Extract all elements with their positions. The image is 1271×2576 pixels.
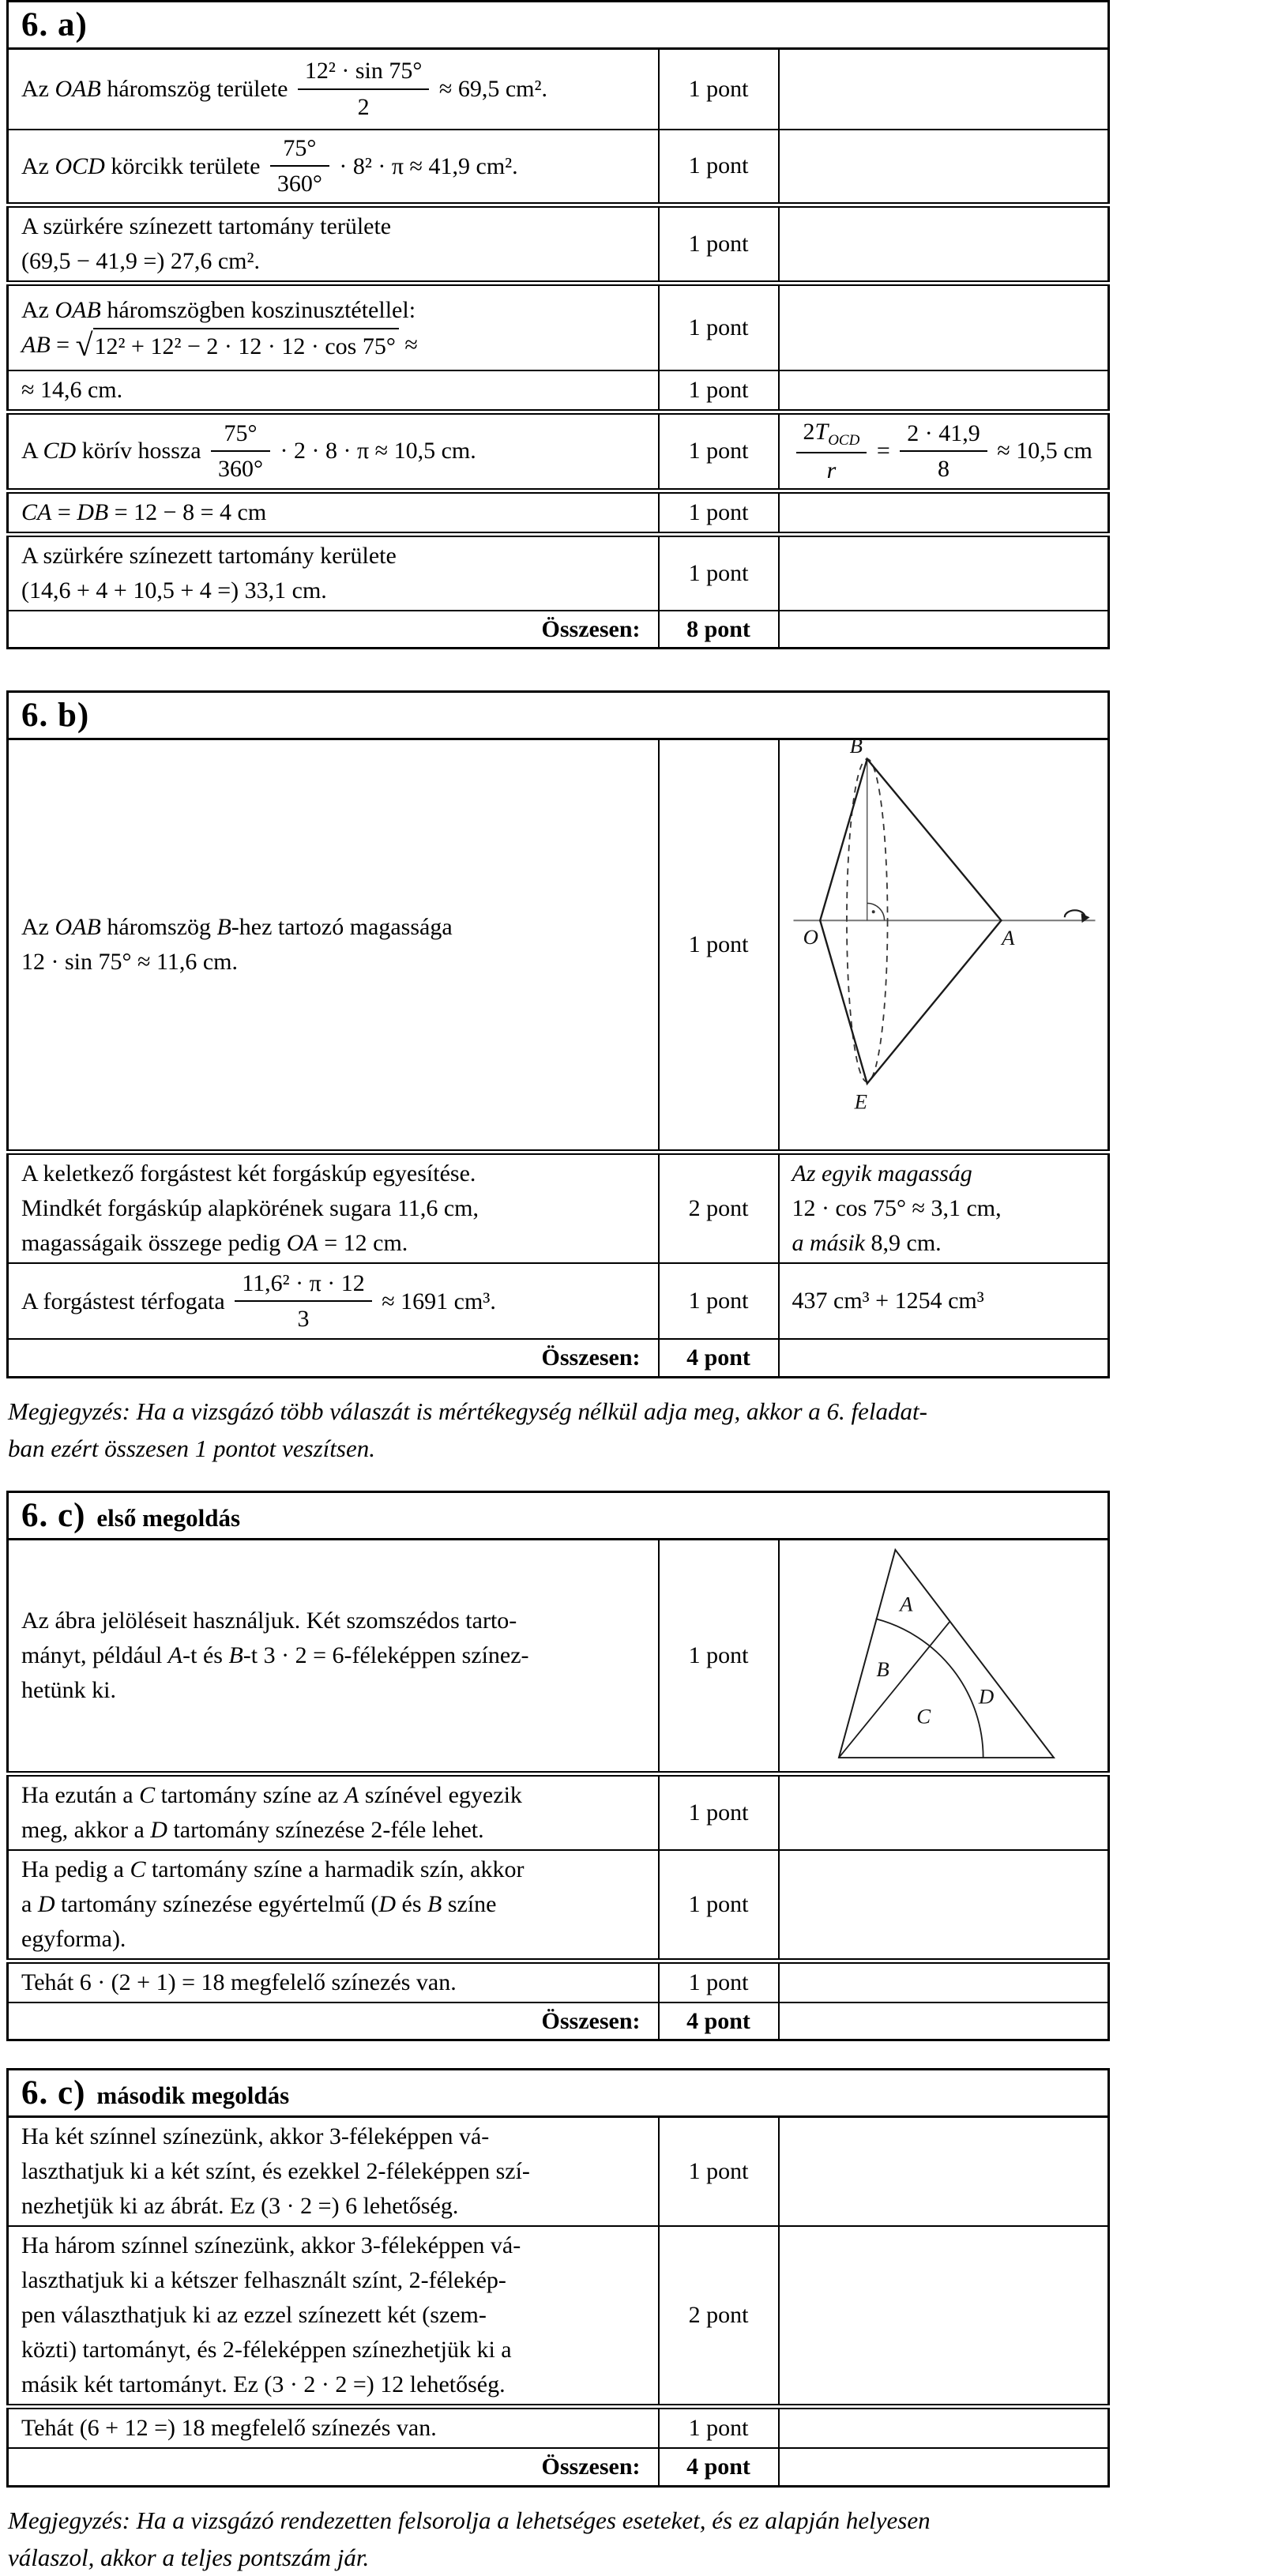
fraction-numerator: 2 · 41,9 — [900, 418, 987, 453]
fraction-numerator: 75° — [211, 418, 270, 453]
section-title-6c2 — [8, 2070, 1109, 2117]
total-points: 4 pont — [659, 2003, 779, 2040]
point-label-o: O — [803, 925, 819, 950]
fraction-numerator: 11,6² · π · 12 — [235, 1268, 372, 1303]
table-row — [8, 1773, 1109, 1850]
section-title-6b — [8, 692, 1109, 739]
description-cell — [8, 130, 659, 205]
description-cell — [8, 1263, 659, 1339]
text-line: hetünk ki. — [21, 1676, 116, 1703]
text-line: 12 · sin 75° ≈ 11,6 cm. — [21, 949, 238, 976]
table-row — [8, 412, 1109, 491]
fraction — [298, 55, 430, 122]
table-row — [8, 370, 1109, 412]
formula-text: = — [871, 438, 897, 464]
table-row — [8, 2226, 1109, 2407]
remark-6b — [8, 1393, 1109, 1467]
text-line: Ha három színnel színezünk, akkor 3-féleképpen vá- — [21, 2232, 521, 2259]
remark-line: válaszol, akkor a teljes pontszám jár. — [8, 2543, 370, 2571]
right-angle-dot — [872, 911, 875, 914]
description-cell — [8, 739, 659, 1153]
table-row — [8, 1961, 1109, 2003]
note-cell-empty — [779, 2003, 1109, 2040]
total-label: Összesen: — [8, 2448, 659, 2486]
note-cell-empty — [779, 1850, 1109, 1961]
text-line: meg, akkor a D tartomány színezése 2-féle lehet. — [21, 1816, 484, 1843]
description-cell — [8, 1961, 659, 2003]
description-cell — [8, 205, 659, 284]
alt-solution-formula — [792, 416, 1092, 487]
note-cell-empty — [779, 611, 1109, 649]
table-row — [8, 534, 1109, 611]
total-row — [8, 611, 1109, 649]
description-cell — [8, 1153, 659, 1264]
square-root — [76, 328, 399, 362]
text-line: (69,5 − 41,9 =) 27,6 cm². — [21, 248, 260, 274]
text-line: laszthatjuk ki a két színt, és ezekkel 2-féleképpen szí- — [21, 2158, 530, 2185]
text-line: A szürkére színezett tartomány területe — [21, 213, 392, 239]
remark-6c — [8, 2502, 1109, 2576]
description-cell — [8, 49, 659, 130]
note-cell-empty — [779, 2448, 1109, 2486]
points-cell: 1 pont — [659, 1773, 779, 1850]
total-points: 4 pont — [659, 2448, 779, 2486]
formula-text: ≈ 1691 cm³. — [375, 1288, 496, 1314]
formula-text: ≈ 10,5 cm — [991, 438, 1092, 464]
note-line: 12 · cos 75° ≈ 3,1 cm, — [792, 1195, 1002, 1222]
radical-sign: √ — [75, 327, 93, 363]
text-line: közti) tartományt, és 2-féleképpen színezhetjük ki a — [21, 2337, 512, 2364]
total-row — [8, 1339, 1109, 1377]
section-subtitle-text: első megoldás — [96, 1503, 241, 1532]
points-cell: 1 pont — [659, 370, 779, 412]
formula-text: A forgástest térfogata — [21, 1288, 231, 1314]
fraction — [900, 418, 987, 485]
total-points: 4 pont — [659, 1339, 779, 1377]
text-line: nezhetjük ki az ábrát. Ez (3 · 2 =) 6 lehetőség. — [21, 2193, 459, 2220]
table-6c-second — [6, 2068, 1110, 2488]
note-cell-empty — [779, 2407, 1109, 2449]
text-line: Az OAB háromszögben koszinusztétellel: — [21, 296, 416, 323]
total-row — [8, 2003, 1109, 2040]
description-cell — [8, 491, 659, 534]
fraction-denominator: 360° — [218, 456, 264, 483]
text-line: a D tartomány színezése egyértelmű (D és B színe — [21, 1890, 497, 1917]
points-cell: 1 pont — [659, 205, 779, 284]
text-line: A keletkező forgástest két forgáskúp egyesítése. — [21, 1160, 476, 1187]
note-cell-empty — [779, 1339, 1109, 1377]
note-line: Az egyik magasság — [792, 1160, 972, 1187]
text-line: pen választhatjuk ki az ezzel színezett két (szem- — [21, 2302, 487, 2329]
total-points: 8 pont — [659, 611, 779, 649]
total-label: Összesen: — [8, 2003, 659, 2040]
table-row — [8, 739, 1109, 1153]
text-line: Az OAB háromszög B-hez tartozó magassága — [21, 914, 453, 941]
note-cell — [779, 1153, 1109, 1264]
description-cell — [8, 1773, 659, 1850]
points-cell: 1 pont — [659, 2117, 779, 2227]
points-cell: 1 pont — [659, 412, 779, 491]
note-cell-empty — [779, 1961, 1109, 2003]
note-cell-empty — [779, 534, 1109, 611]
table-row — [8, 1263, 1109, 1339]
note-cell-empty — [779, 2117, 1109, 2227]
formula-text: AB = — [21, 331, 76, 358]
fraction-denominator: r — [826, 457, 837, 484]
fraction-numerator: $2T_{OCD}$ — [796, 416, 867, 454]
points-cell: 1 pont — [659, 130, 779, 205]
triangle-outline — [839, 1550, 1054, 1758]
radicand: 12² + 12² − 2 · 12 · 12 · cos 75° — [93, 328, 399, 362]
text-line: egyforma). — [21, 1925, 126, 1952]
table-row — [8, 130, 1109, 205]
fraction — [211, 418, 270, 485]
points-cell: 1 pont — [659, 2407, 779, 2449]
formula — [21, 1268, 496, 1335]
total-row — [8, 2448, 1109, 2486]
cevian-line — [839, 1622, 949, 1758]
note-cell-empty — [779, 491, 1109, 534]
fraction-denominator: 360° — [276, 171, 322, 197]
note-cell-empty — [779, 2226, 1109, 2407]
text-line: Az ábra jelöléseit használjuk. Két szomszédos tarto- — [21, 1607, 517, 1634]
section-title-6a — [8, 2, 1109, 49]
text-line: (14,6 + 4 + 10,5 + 4 =) 33,1 cm. — [21, 577, 327, 604]
table-6b-header-row — [8, 692, 1109, 739]
table-row — [8, 2117, 1109, 2227]
table-row — [8, 1850, 1109, 1961]
text-line: Ha ezután a C tartomány színe az A színével egyezik — [21, 1781, 522, 1808]
text-line: Ha pedig a C tartomány színe a harmadik szín, akkor — [21, 1856, 525, 1882]
note-line: a másik 8,9 cm. — [792, 1230, 942, 1257]
remark-line: Megjegyzés: Ha a vizsgázó rendezetten felsorolja a lehetséges eseteket, és ez alapján helyesen — [8, 2506, 931, 2534]
points-cell: 1 pont — [659, 534, 779, 611]
description-cell — [8, 2117, 659, 2227]
text-line: ≈ 14,6 cm. — [21, 376, 123, 403]
table-6c-first — [6, 1491, 1110, 2042]
section-title-text: 6. c) — [21, 2074, 86, 2112]
region-label-d: D — [979, 1684, 995, 1709]
formula — [21, 55, 547, 122]
diagram-cell — [779, 734, 1109, 1153]
table-row — [8, 1153, 1109, 1264]
text-line: másik két tartományt. Ez (3 · 2 · 2 =) 12 lehetőség. — [21, 2371, 506, 2398]
fraction-denominator: 3 — [297, 1306, 310, 1333]
note-cell: 437 cm³ + 1254 cm³ — [779, 1263, 1109, 1339]
section-subtitle-text: második megoldás — [96, 2081, 290, 2110]
note-cell-empty — [779, 205, 1109, 284]
fraction-denominator: 2 — [357, 93, 370, 120]
total-label: Összesen: — [8, 1339, 659, 1377]
text-line: Mindkét forgáskúp alapkörének sugara 11,6 cm, — [21, 1195, 479, 1222]
fraction — [796, 416, 867, 487]
note-cell-empty — [779, 130, 1109, 205]
remark-line: ban ezért összesen 1 pontot veszítsen. — [8, 1434, 375, 1462]
fraction-numerator: 75° — [270, 133, 329, 167]
total-label: Összesen: — [8, 611, 659, 649]
note-cell-empty — [779, 370, 1109, 412]
note-cell-empty — [779, 1773, 1109, 1850]
formula — [21, 418, 476, 485]
points-cell: 1 pont — [659, 739, 779, 1153]
triangle-regions-diagram — [780, 1540, 1106, 1765]
note-cell-empty — [779, 49, 1109, 130]
description-cell — [8, 284, 659, 370]
points-cell: 1 pont — [659, 284, 779, 370]
section-title-text: 6. c) — [21, 1496, 86, 1534]
section-title-text: 6. b) — [21, 697, 90, 735]
table-row — [8, 205, 1109, 284]
formula-text: · 2 · 8 · π ≈ 10,5 cm. — [274, 438, 476, 464]
table-row — [8, 491, 1109, 534]
text-line: mányt, például A-t és B-t 3 · 2 = 6-féleképpen színez- — [21, 1641, 529, 1668]
fraction-numerator: 12² · sin 75° — [298, 55, 430, 90]
table-6b — [6, 690, 1110, 1378]
region-label-a: A — [900, 1592, 913, 1616]
formula-text: ≈ 69,5 cm². — [433, 76, 547, 102]
text-line: Tehát (6 + 12 =) 18 megfelelő színezés van. — [21, 2415, 437, 2442]
section-title-6c1 — [8, 1491, 1109, 1539]
points-cell: 1 pont — [659, 1539, 779, 1773]
description-cell — [8, 1850, 659, 1961]
points-cell: 1 pont — [659, 49, 779, 130]
description-cell — [8, 534, 659, 611]
table-row — [8, 2407, 1109, 2449]
text-line: A szürkére színezett tartomány kerülete — [21, 542, 397, 569]
formula — [21, 133, 518, 200]
table-row — [8, 49, 1109, 130]
note-cell-empty — [779, 284, 1109, 370]
points-cell: 1 pont — [659, 1263, 779, 1339]
description-cell — [8, 2226, 659, 2407]
table-6c1-header-row — [8, 1491, 1109, 1539]
points-cell: 2 pont — [659, 2226, 779, 2407]
formula-text: Az OAB háromszög területe — [21, 76, 294, 102]
table-6c2-header-row — [8, 2070, 1109, 2117]
points-cell: 2 pont — [659, 1153, 779, 1264]
formula-text: ≈ — [398, 331, 418, 358]
fraction — [235, 1268, 372, 1335]
remark-line: Megjegyzés: Ha a vizsgázó több válaszát is mértékegység nélkül adja meg, akkor a 6. feladat- — [8, 1397, 927, 1425]
description-cell — [8, 2407, 659, 2449]
table-row — [8, 1539, 1109, 1773]
table-6a-header-row — [8, 2, 1109, 49]
formula-text: A CD körív hossza — [21, 438, 208, 464]
rotation-arrow-head — [1081, 914, 1090, 923]
text-line: CA = DB = 12 − 8 = 4 cm — [21, 498, 267, 525]
point-label-e: E — [854, 1089, 868, 1114]
point-label-a: A — [1002, 926, 1015, 950]
text-line: magasságaik összege pedig OA = 12 cm. — [21, 1230, 408, 1257]
rotation-solid-diagram — [780, 734, 1106, 1143]
section-title-text: 6. a) — [21, 6, 88, 43]
note-cell — [779, 412, 1109, 491]
points-cell: 1 pont — [659, 491, 779, 534]
point-label-b: B — [849, 734, 863, 758]
region-arc — [876, 1619, 983, 1758]
description-cell — [8, 370, 659, 412]
region-label-c: C — [916, 1704, 931, 1728]
points-cell: 1 pont — [659, 1850, 779, 1961]
text-line: Tehát 6 · (2 + 1) = 18 megfelelő színezés van. — [21, 1969, 457, 1995]
description-cell — [8, 412, 659, 491]
text-line: laszthatjuk ki a kétszer felhasznált színt, 2-félekép- — [21, 2267, 506, 2294]
table-6a — [6, 0, 1110, 649]
right-angle-arc — [867, 904, 885, 921]
fraction-denominator: 8 — [937, 456, 949, 483]
fraction — [270, 133, 329, 200]
text-line: Ha két színnel színezünk, akkor 3-féleképpen vá- — [21, 2123, 490, 2150]
region-label-b: B — [876, 1657, 889, 1681]
formula-text: Az OCD körcikk területe — [21, 152, 266, 179]
formula — [21, 328, 645, 363]
description-cell — [8, 1539, 659, 1773]
table-row — [8, 284, 1109, 370]
points-cell: 1 pont — [659, 1961, 779, 2003]
diagram-cell — [779, 1539, 1109, 1773]
formula-text: · 8² · π ≈ 41,9 cm². — [333, 152, 518, 179]
